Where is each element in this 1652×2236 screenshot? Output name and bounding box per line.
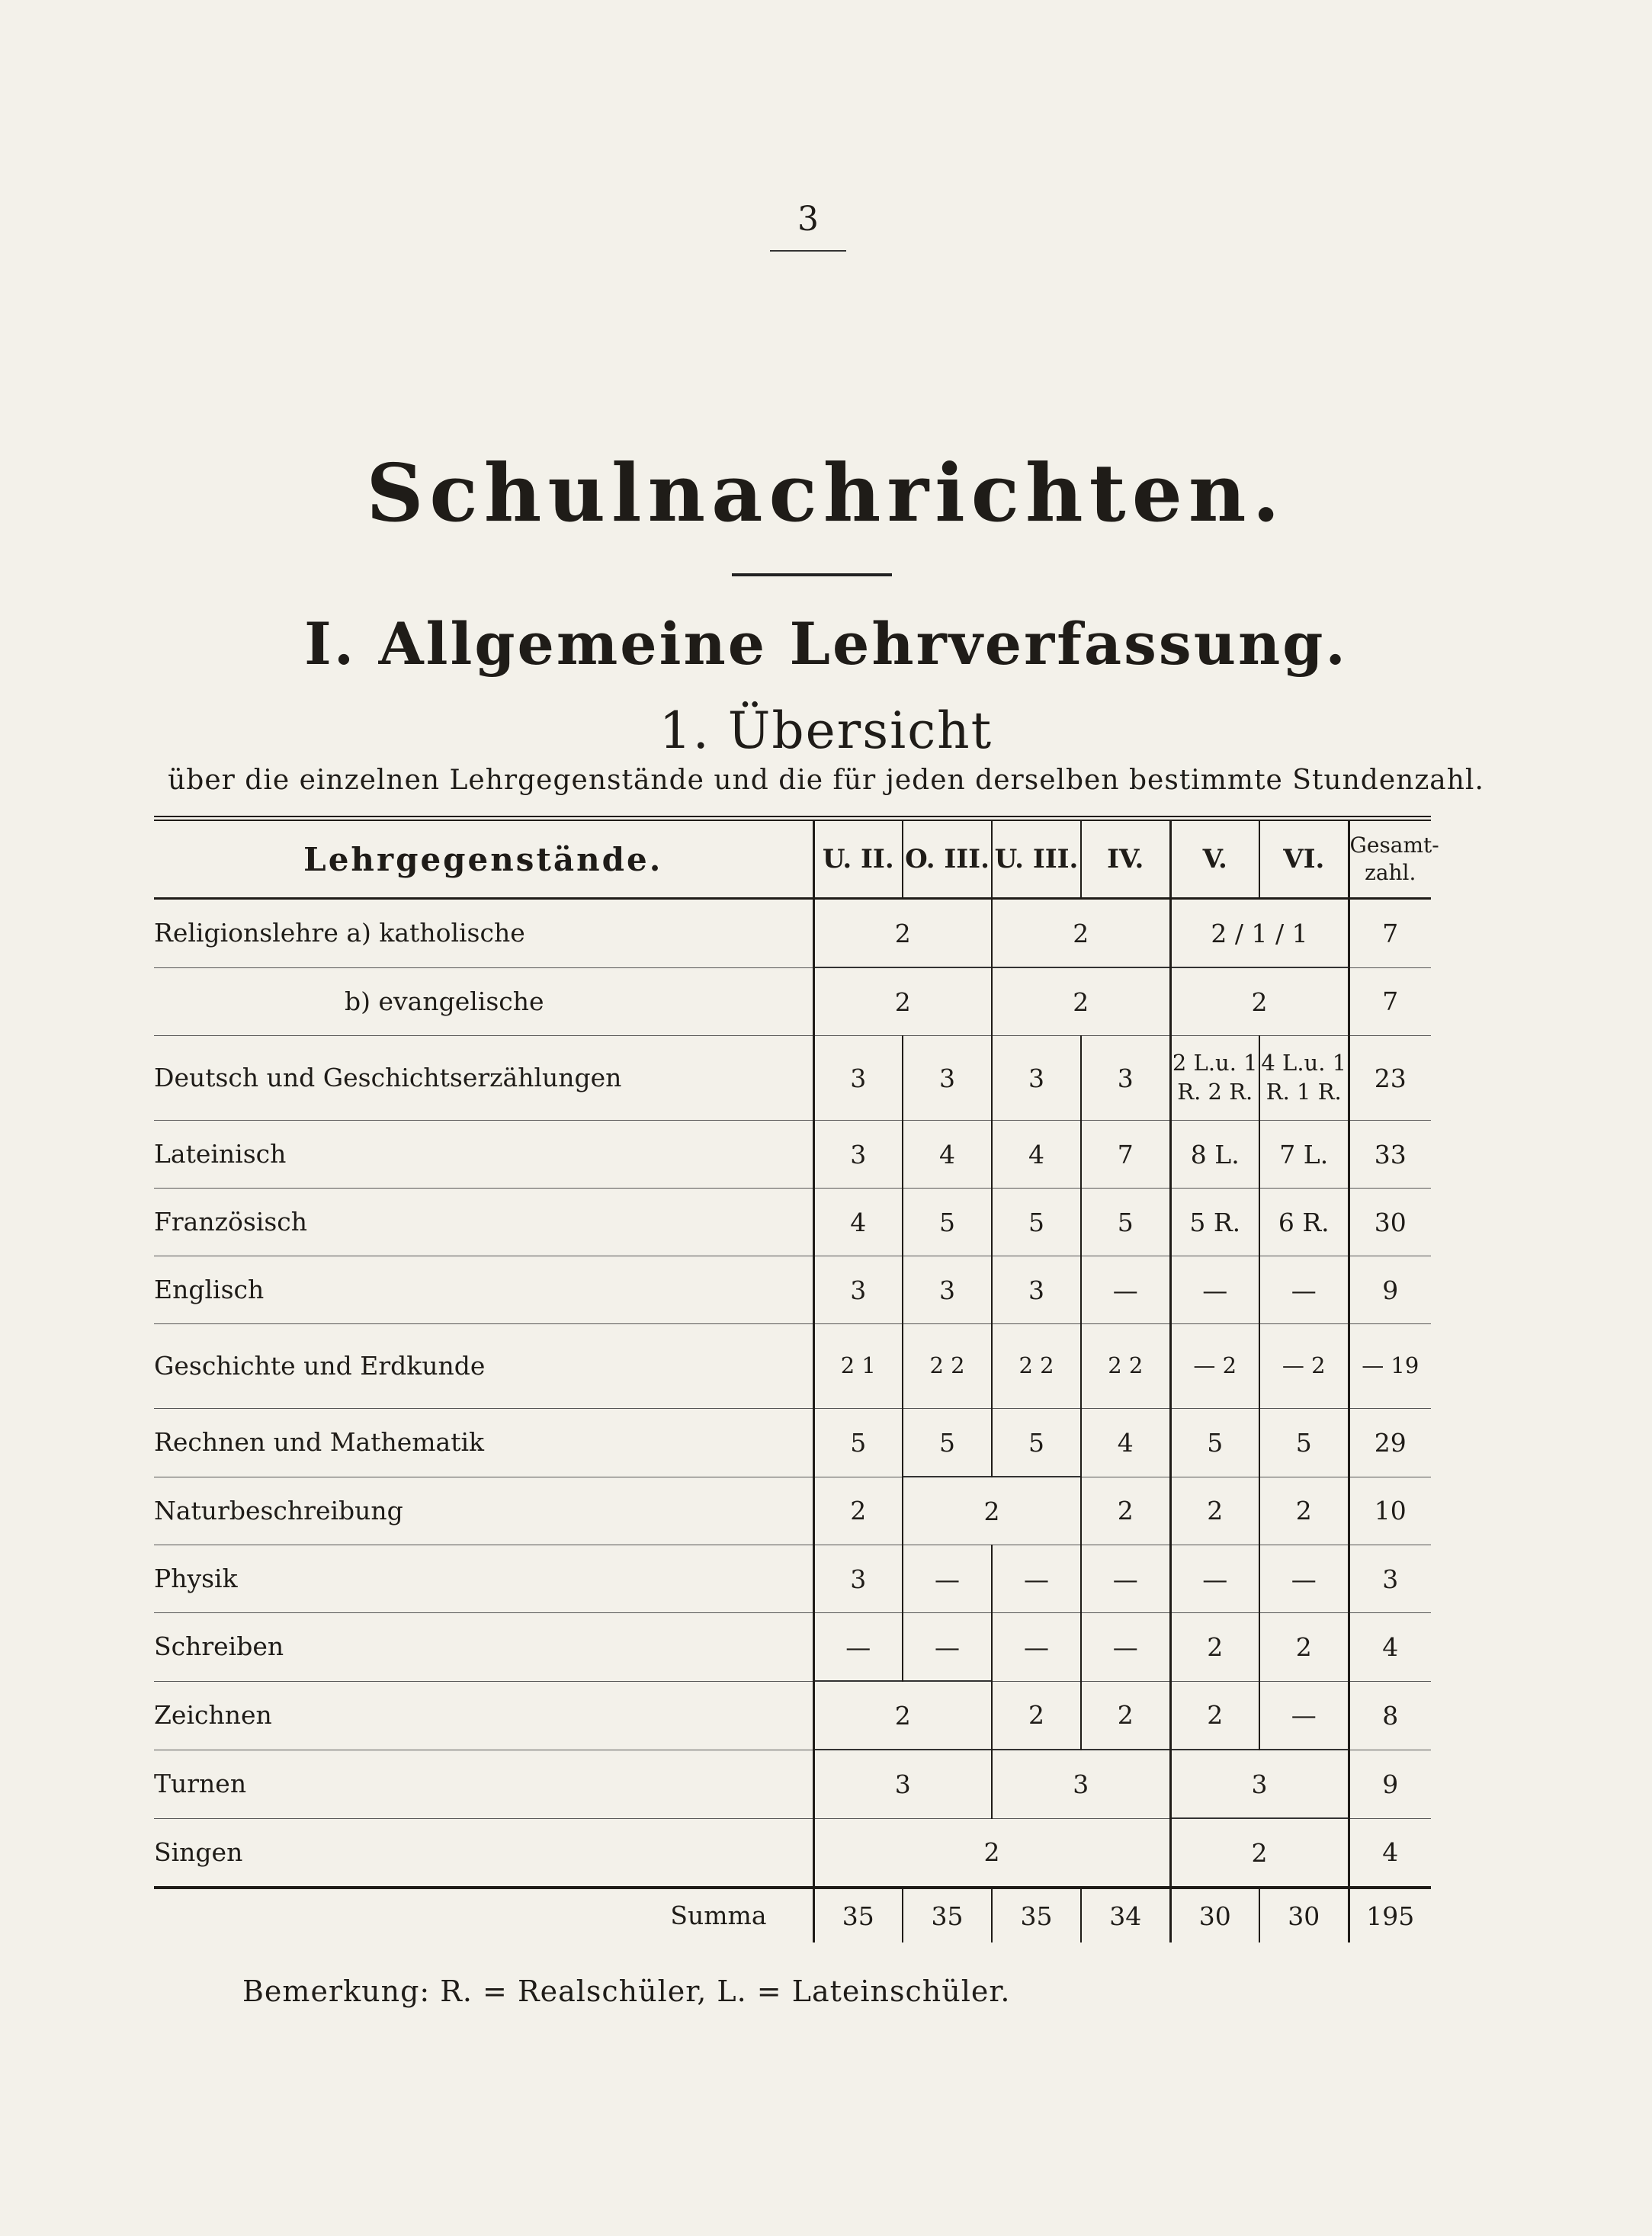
row-total: 29 (1349, 1409, 1431, 1477)
row-cell: 2 (813, 1818, 1170, 1888)
row-total: 4 (1349, 1613, 1431, 1682)
row-cell: 5 (813, 1409, 903, 1477)
table-row (154, 967, 1431, 1036)
row-subject: Religionslehre a) katholische (154, 899, 813, 968)
row-cell: 7 L. (1259, 1121, 1349, 1189)
row-subject: Geschichte und Erdkunde (154, 1324, 813, 1409)
row-cell: — (1081, 1545, 1170, 1613)
row-cell: 3 (813, 1121, 903, 1189)
subsection-title: 1. Übersicht (659, 701, 993, 760)
row-cell: — 2 (1259, 1324, 1349, 1409)
header-class-6: VI. (1259, 819, 1349, 899)
row-cell: — (1170, 1256, 1259, 1324)
row-cell: 4 (1081, 1409, 1170, 1477)
row-cell: 5 (903, 1189, 992, 1256)
row-cell: 4 (813, 1189, 903, 1256)
curriculum-table (154, 816, 1439, 1942)
title-rule (732, 573, 892, 576)
row-cell: 4 (992, 1121, 1081, 1189)
row-cell: — (903, 1545, 992, 1613)
row-cell: 2 (813, 1681, 992, 1750)
row-cell: 2 (1170, 1818, 1349, 1888)
row-cell: 2 (1170, 1477, 1259, 1545)
sum-total: 195 (1349, 1888, 1431, 1942)
row-cell: 2 (992, 899, 1170, 968)
sum-cell: 30 (1170, 1888, 1259, 1942)
header-subject: Lehrgegenstände. (303, 840, 663, 878)
row-subject: Rechnen und Mathematik (154, 1409, 813, 1477)
row-subject: Physik (154, 1545, 813, 1613)
section-title: I. Allgemeine Lehrverfassung. (304, 610, 1348, 678)
sum-row (154, 1888, 1431, 1942)
row-cell: 3 (813, 1256, 903, 1324)
row-cell: 2 (1170, 1681, 1259, 1750)
row-cell: — 2 (1170, 1324, 1259, 1409)
subtitle: über die einzelnen Lehrgegenstände und die für jeden derselben bestimmte Stundenzahl. (168, 765, 1484, 796)
row-subject: b) evangelische (154, 967, 813, 1036)
row-subject: Deutsch und Geschichtserzählungen (154, 1036, 813, 1121)
row-subject: Singen (154, 1818, 813, 1888)
table-row (154, 1750, 1431, 1818)
table-row (154, 1477, 1431, 1545)
row-cell: — (992, 1613, 1081, 1682)
row-total: 4 (1349, 1818, 1431, 1888)
row-total: 7 (1349, 967, 1431, 1036)
sum-cell: 34 (1081, 1888, 1170, 1942)
header-total: Gesamt- zahl. (1349, 819, 1431, 899)
sum-cell: 35 (992, 1888, 1081, 1942)
row-cell: 2 2 (992, 1324, 1081, 1409)
row-cell: 3 (903, 1256, 992, 1324)
table-row (154, 1256, 1431, 1324)
sum-label: Summa (154, 1888, 813, 1942)
row-cell: 2 L.u. 1 R. 2 R. (1170, 1036, 1259, 1121)
row-cell: 3 (813, 1750, 992, 1818)
row-total: 9 (1349, 1750, 1431, 1818)
row-cell: 2 (813, 1477, 903, 1545)
table-row (154, 1189, 1431, 1256)
row-cell: 5 (903, 1409, 992, 1477)
row-cell: 3 (992, 1036, 1081, 1121)
main-title: Schulnachrichten. (366, 446, 1286, 540)
row-total: — 19 (1349, 1324, 1431, 1409)
row-cell: 5 (1170, 1409, 1259, 1477)
row-cell: — (1081, 1256, 1170, 1324)
row-cell: 4 L.u. 1 R. 1 R. (1259, 1036, 1349, 1121)
row-cell: 3 (903, 1036, 992, 1121)
row-cell: — (1081, 1613, 1170, 1682)
table-row (154, 1545, 1431, 1613)
row-cell: 2 (903, 1477, 1081, 1545)
row-cell: — (1259, 1256, 1349, 1324)
header-class-u3: U. III. (992, 819, 1081, 899)
page-number-rule (770, 250, 846, 252)
row-cell: 2 (1170, 1613, 1259, 1682)
row-total: 33 (1349, 1121, 1431, 1189)
table-row (154, 899, 1431, 968)
sum-cell: 35 (813, 1888, 903, 1942)
row-total: 8 (1349, 1681, 1431, 1750)
remark-note: Bemerkung: R. = Realschüler, L. = Lateinschüler. (242, 1975, 1011, 2008)
row-cell: 4 (903, 1121, 992, 1189)
row-cell: 3 (813, 1036, 903, 1121)
row-subject: Turnen (154, 1750, 813, 1818)
row-cell: 5 R. (1170, 1189, 1259, 1256)
row-total: 30 (1349, 1189, 1431, 1256)
row-cell: 2 (1081, 1681, 1170, 1750)
row-cell: 2 2 (1081, 1324, 1170, 1409)
row-total: 10 (1349, 1477, 1431, 1545)
row-subject: Französisch (154, 1189, 813, 1256)
table-row (154, 1681, 1431, 1750)
row-cell: 5 (992, 1189, 1081, 1256)
row-cell: 5 (992, 1409, 1081, 1477)
row-cell: — (992, 1545, 1081, 1613)
row-cell: — (1259, 1545, 1349, 1613)
row-cell: 3 (992, 1750, 1170, 1818)
row-total: 7 (1349, 899, 1431, 968)
row-cell: 2 2 (903, 1324, 992, 1409)
curriculum-table-wrapper (154, 816, 1439, 1942)
row-total: 23 (1349, 1036, 1431, 1121)
row-cell: 3 (1081, 1036, 1170, 1121)
row-cell: — (903, 1613, 992, 1682)
table-row (154, 1409, 1431, 1477)
row-cell: 2 (813, 967, 992, 1036)
row-subject: Naturbeschreibung (154, 1477, 813, 1545)
row-cell: 2 (813, 899, 992, 968)
row-cell: 3 (992, 1256, 1081, 1324)
row-subject: Lateinisch (154, 1121, 813, 1189)
sum-cell: 30 (1259, 1888, 1349, 1942)
table-row (154, 1818, 1431, 1888)
header-class-u2: U. II. (813, 819, 903, 899)
row-cell: 6 R. (1259, 1189, 1349, 1256)
row-subject: Englisch (154, 1256, 813, 1324)
row-cell: 2 (1259, 1613, 1349, 1682)
row-cell: 2 (992, 967, 1170, 1036)
header-class-5: V. (1170, 819, 1259, 899)
row-total: 3 (1349, 1545, 1431, 1613)
row-cell: 5 (1259, 1409, 1349, 1477)
row-cell: 2 (1259, 1477, 1349, 1545)
header-class-4: IV. (1081, 819, 1170, 899)
row-cell: 7 (1081, 1121, 1170, 1189)
row-cell: 2 1 (813, 1324, 903, 1409)
row-cell: 2 / 1 / 1 (1170, 899, 1349, 968)
row-cell: — (1170, 1545, 1259, 1613)
row-subject: Zeichnen (154, 1681, 813, 1750)
row-cell: 3 (813, 1545, 903, 1613)
row-cell: — (1259, 1681, 1349, 1750)
row-subject: Schreiben (154, 1613, 813, 1682)
table-row (154, 1036, 1431, 1121)
header-class-o3: O. III. (903, 819, 992, 899)
row-cell: — (813, 1613, 903, 1682)
table-row (154, 1121, 1431, 1189)
table-row (154, 1324, 1431, 1409)
table-row (154, 1613, 1431, 1682)
row-cell: 2 (1081, 1477, 1170, 1545)
row-total: 9 (1349, 1256, 1431, 1324)
row-cell: 3 (1170, 1750, 1349, 1818)
page-number: 3 (797, 200, 819, 239)
sum-cell: 35 (903, 1888, 992, 1942)
row-cell: 2 (992, 1681, 1081, 1750)
row-cell: 2 (1170, 967, 1349, 1036)
row-cell: 8 L. (1170, 1121, 1259, 1189)
row-cell: 5 (1081, 1189, 1170, 1256)
table-header-row (154, 819, 1431, 899)
